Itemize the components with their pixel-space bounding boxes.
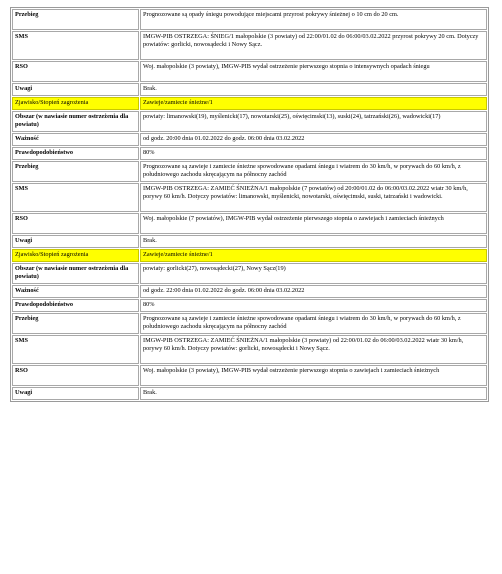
value-uwagi: Brak.: [140, 235, 487, 248]
label-rso: RSO: [12, 61, 139, 82]
label-rso: RSO: [12, 213, 139, 234]
value-przebieg: Prognozowane są opady śniegu powodujące miejscami przyrost pokrywy śnieżnej o 10 cm do 20 cm.: [140, 9, 487, 30]
value-sms: IMGW-PIB OSTRZEGA: ZAMIEĆ ŚNIEŻNA/1 małopolskie (3 powiaty) od 22:00/01.02 do 06:00/03.02.2022 wiatr 30 km/h, porywy 60 km/h. Dotyczy powiatów: gorlicki, nowosądecki i Nowy Sącz.: [140, 335, 487, 364]
value-waznosc: od godz. 22:00 dnia 01.02.2022 do godz. 06:00 dnia 03.02.2022: [140, 285, 487, 298]
row-zjawisko: [12, 97, 487, 110]
label-sms: SMS: [12, 183, 139, 212]
row-sms: [12, 31, 487, 60]
row-obszar: [12, 111, 487, 132]
value-rso: Woj. małopolskie (3 powiaty), IMGW-PIB wydał ostrzeżenie pierwszego stopnia o zawiejach i zamieciach śnieżnych: [140, 365, 487, 386]
value-rso: Woj. małopolskie (7 powiatów), IMGW-PIB wydał ostrzeżenie pierwszego stopnia o zawiejach i zamieciach śnieżnych: [140, 213, 487, 234]
row-sms: [12, 183, 487, 212]
value-przebieg: Prognozowane są zawieje i zamiecie śnieżne spowodowane opadami śniegu i wiatrem do 30 km/h, w porywach do 60 km/h, z południowego zachodu skręcającym na północny zachód: [140, 161, 487, 182]
label-przebieg: Przebieg: [12, 9, 139, 30]
value-przebieg: Prognozowane są zawieje i zamiecie śnieżne spowodowane opadami śniegu i wiatrem do 30 km/h, w porywach do 60 km/h, z południowego zachodu skręcającym na północny zachód: [140, 313, 487, 334]
label-zjawisko: Zjawisko/Stopień zagrożenia: [12, 249, 139, 262]
row-przebieg: [12, 9, 487, 30]
row-sms: [12, 335, 487, 364]
value-zjawisko: Zawieje/zamiecie śnieżne/1: [140, 97, 487, 110]
row-obszar: [12, 263, 487, 284]
row-waznosc: [12, 133, 487, 146]
value-obszar: powiaty: gorlicki(27), nowosądecki(27), Nowy Sącz(19): [140, 263, 487, 284]
row-uwagi: [12, 83, 487, 96]
label-rso: RSO: [12, 365, 139, 386]
label-sms: SMS: [12, 335, 139, 364]
value-rso: Woj. małopolskie (3 powiaty), IMGW-PIB wydał ostrzeżenie pierwszego stopnia o intensywnych opadach śniegu: [140, 61, 487, 82]
row-rso: [12, 61, 487, 82]
row-uwagi: [12, 235, 487, 248]
row-uwagi: [12, 387, 487, 400]
label-uwagi: Uwagi: [12, 235, 139, 248]
row-przebieg: [12, 313, 487, 334]
label-zjawisko: Zjawisko/Stopień zagrożenia: [12, 97, 139, 110]
row-rso: [12, 213, 487, 234]
value-waznosc: od godz. 20:00 dnia 01.02.2022 do godz. 06:00 dnia 03.02.2022: [140, 133, 487, 146]
label-prawdopodobienstwo: Prawdopodobieństwo: [12, 147, 139, 160]
value-zjawisko: Zawieje/zamiecie śnieżne/1: [140, 249, 487, 262]
row-prawdopodobienstwo: [12, 147, 487, 160]
row-przebieg: [12, 161, 487, 182]
label-sms: SMS: [12, 31, 139, 60]
warning-table: [10, 7, 489, 402]
value-sms: IMGW-PIB OSTRZEGA: ZAMIEĆ ŚNIEŻNA/1 małopolskie (7 powiatów) od 20:00/01.02 do 06:00/03.02.2022 wiatr 30 km/h, porywy 60 km/h. Dotyczy powiatów: limanowski, myślenicki, nowotarski, oświęcimski, suski, tatrzański i wadowicki.: [140, 183, 487, 212]
label-obszar: Obszar (w nawiasie numer ostrzeżenia dla powiatu): [12, 111, 139, 132]
label-uwagi: Uwagi: [12, 83, 139, 96]
warning-document: [10, 7, 489, 402]
row-zjawisko: [12, 249, 487, 262]
value-sms: IMGW-PIB OSTRZEGA: ŚNIEG/1 małopolskie (3 powiaty) od 22:00/01.02 do 06:00/03.02.2022 przyrost pokrywy 20 cm. Dotyczy powiatów: gorlicki, nowosądecki i Nowy Sącz.: [140, 31, 487, 60]
value-uwagi: Brak.: [140, 387, 487, 400]
label-przebieg: Przebieg: [12, 313, 139, 334]
label-przebieg: Przebieg: [12, 161, 139, 182]
label-uwagi: Uwagi: [12, 387, 139, 400]
value-uwagi: Brak.: [140, 83, 487, 96]
value-prawdopodobienstwo: 80%: [140, 299, 487, 312]
row-rso: [12, 365, 487, 386]
label-obszar: Obszar (w nawiasie numer ostrzeżenia dla powiatu): [12, 263, 139, 284]
value-obszar: powiaty: limanowski(19), myślenicki(17), nowotarski(25), oświęcimski(13), suski(24), tatrzański(26), wadowicki(17): [140, 111, 487, 132]
row-waznosc: [12, 285, 487, 298]
label-waznosc: Ważność: [12, 285, 139, 298]
label-waznosc: Ważność: [12, 133, 139, 146]
label-prawdopodobienstwo: Prawdopodobieństwo: [12, 299, 139, 312]
value-prawdopodobienstwo: 80%: [140, 147, 487, 160]
row-prawdopodobienstwo: [12, 299, 487, 312]
